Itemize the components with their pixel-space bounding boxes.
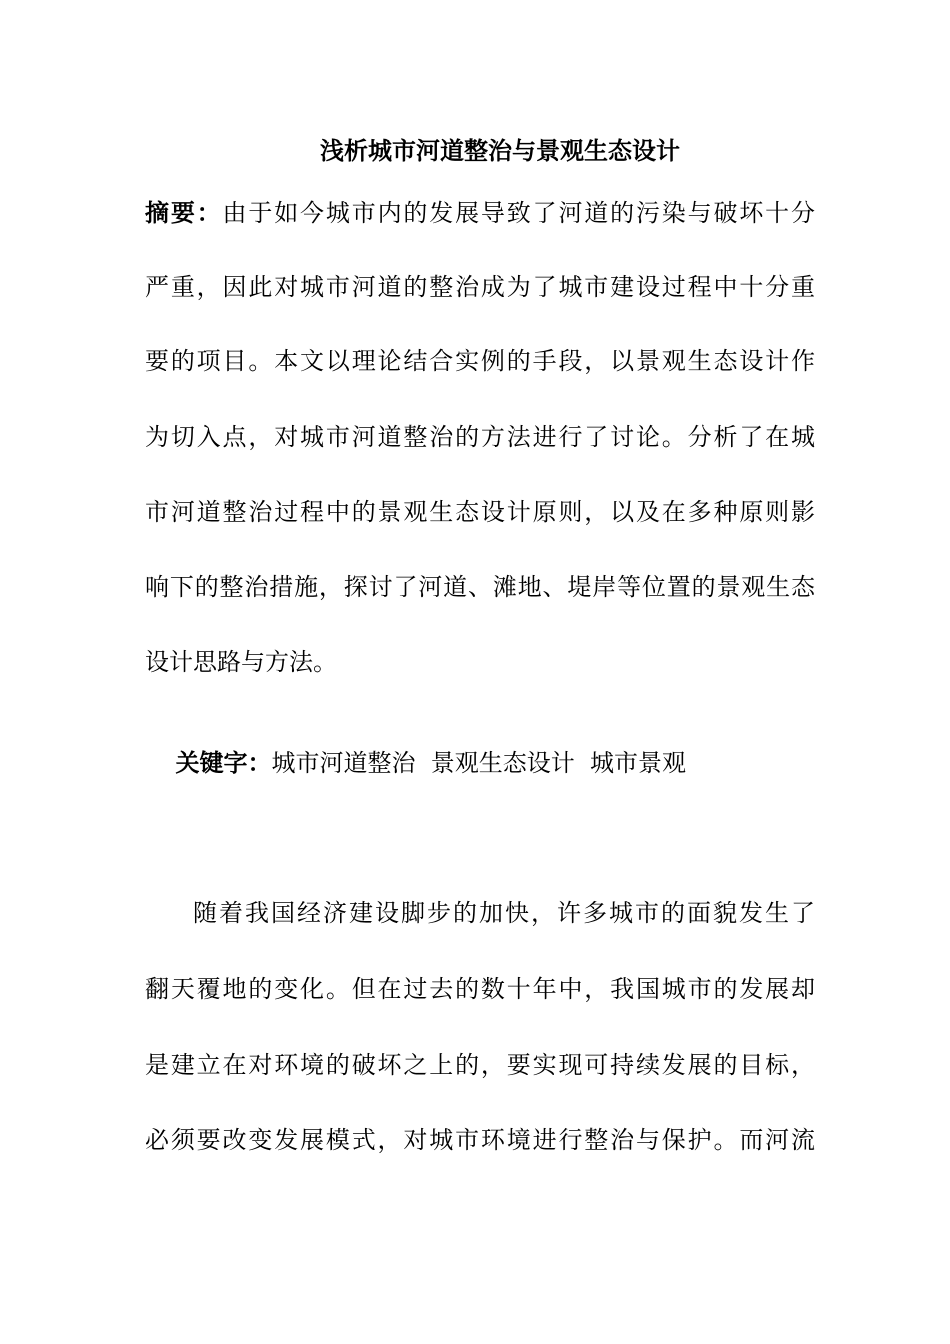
keywords-label: 关键字： (175, 748, 272, 777)
paper-title: 浅析城市河道整治与景观生态设计 (320, 136, 680, 165)
abstract-line-1 (145, 193, 815, 233)
abstract-line-3: 要的项目。本文以理论结合实例的手段，以景观生态设计作 (145, 347, 815, 375)
body-line-3: 是建立在对环境的破坏之上的，要实现可持续发展的目标， (145, 1051, 815, 1079)
abstract-text: 由于如今城市内的发展导致了河道的污染与破坏十分 (222, 199, 815, 227)
body-line-2: 翻天覆地的变化。但在过去的数十年中，我国城市的发展却 (145, 975, 815, 1003)
body-line-4: 必须要改变发展模式，对城市环境进行整治与保护。而河流 (145, 1126, 815, 1154)
keywords-line (145, 703, 815, 823)
abstract-line-7: 设计思路与方法。 (145, 648, 337, 676)
abstract-line-6: 响下的整治措施，探讨了河道、滩地、堤岸等位置的景观生态 (145, 573, 815, 601)
abstract-label: 摘要： (145, 198, 223, 227)
abstract-line-4: 为切入点，对城市河道整治的方法进行了讨论。分析了在城 (145, 423, 815, 451)
keywords-text: 城市河道整治 景观生态设计 城市景观 (271, 749, 687, 777)
body-line-1: 随着我国经济建设脚步的加快，许多城市的面貌发生了 (193, 899, 815, 927)
abstract-line-2: 严重，因此对城市河道的整治成为了城市建设过程中十分重 (145, 273, 815, 301)
abstract-line-5: 市河道整治过程中的景观生态设计原则，以及在多种原则影 (145, 498, 815, 526)
